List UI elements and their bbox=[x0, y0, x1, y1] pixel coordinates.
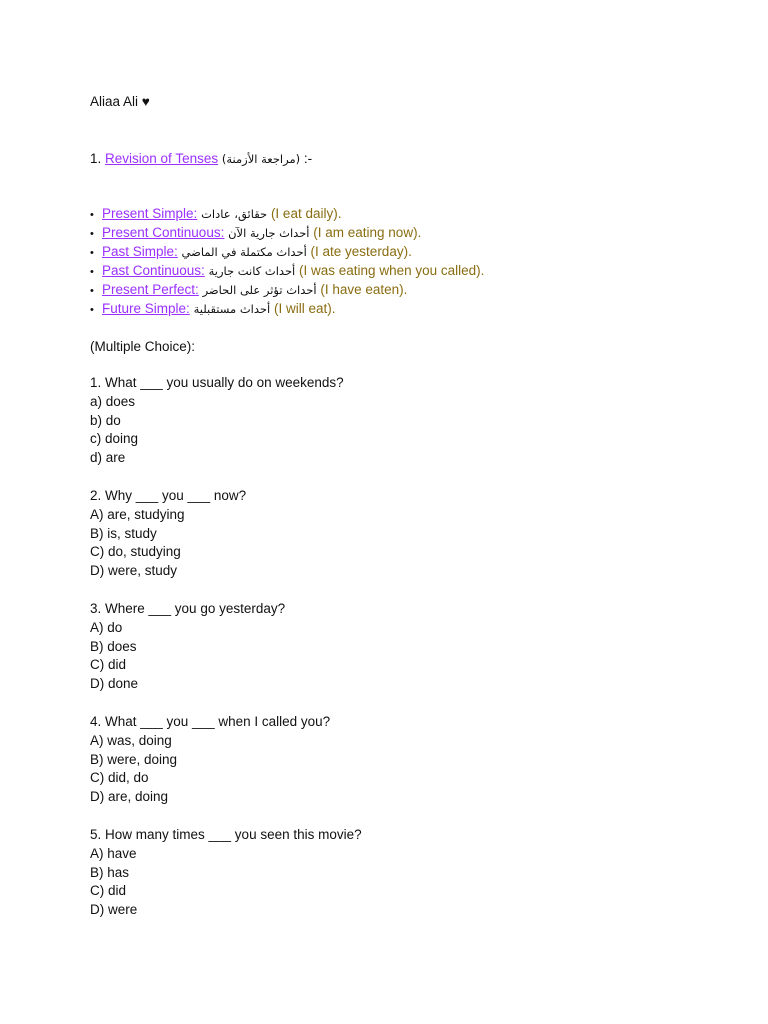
tense-name[interactable]: Present Simple: bbox=[102, 206, 198, 221]
multiple-choice-title: (Multiple Choice): bbox=[90, 339, 196, 354]
answer-option: c) doing bbox=[90, 431, 139, 447]
answer-option: D) done bbox=[90, 676, 139, 692]
tense-example: (I was eating when you called). bbox=[299, 263, 485, 278]
question-text: 5. How many times ___ you seen this movie? bbox=[90, 827, 362, 842]
bullet-icon: • bbox=[90, 304, 94, 316]
tense-arabic: أحداث تؤثر على الحاضر bbox=[202, 283, 317, 297]
answer-option: B) has bbox=[90, 864, 130, 880]
question-block bbox=[90, 374, 344, 468]
question-block bbox=[90, 487, 246, 581]
answer-option: d) are bbox=[90, 450, 126, 466]
question-text: 1. What ___ you usually do on weekends? bbox=[90, 375, 344, 390]
tense-item-present-simple bbox=[90, 206, 341, 223]
answer-option: b) do bbox=[90, 412, 121, 428]
tense-example: (I ate yesterday). bbox=[310, 244, 412, 259]
tense-name[interactable]: Future Simple: bbox=[102, 301, 190, 316]
answer-option: C) do, studying bbox=[90, 544, 181, 560]
answer-option: B) were, doing bbox=[90, 751, 178, 767]
heading-number: 1. bbox=[90, 151, 102, 166]
tense-name[interactable]: Past Simple: bbox=[102, 244, 178, 259]
question-text: 4. What ___ you ___ when I called you? bbox=[90, 714, 331, 729]
tense-item-present-continuous bbox=[90, 225, 421, 242]
answer-option: A) do bbox=[90, 619, 123, 635]
tense-item-future-simple bbox=[90, 301, 335, 318]
answer-option: C) did, do bbox=[90, 770, 149, 786]
tense-example: (I am eating now). bbox=[313, 225, 422, 240]
answer-option: B) does bbox=[90, 638, 137, 654]
answer-option: C) did bbox=[90, 883, 127, 899]
answer-option: A) have bbox=[90, 845, 137, 861]
author-name: Aliaa Ali ♥ bbox=[90, 94, 150, 109]
tense-item-past-simple bbox=[90, 244, 412, 261]
answer-option: A) was, doing bbox=[90, 732, 172, 748]
question-text: 2. Why ___ you ___ now? bbox=[90, 488, 247, 503]
section-heading bbox=[90, 151, 312, 167]
tense-arabic: أحداث كانت جارية bbox=[208, 264, 296, 278]
tense-arabic: أحداث جارية الآن bbox=[228, 226, 310, 240]
tense-arabic: أحداث مكتملة في الماضي bbox=[181, 245, 307, 259]
answer-option: a) does bbox=[90, 393, 136, 409]
answer-option: C) did bbox=[90, 657, 127, 673]
tense-item-past-continuous bbox=[90, 263, 484, 280]
tense-item-present-perfect bbox=[90, 282, 407, 299]
tense-example: (I have eaten). bbox=[320, 282, 408, 297]
question-block bbox=[90, 600, 285, 694]
answer-option: B) is, study bbox=[90, 525, 157, 541]
tense-name[interactable]: Past Continuous: bbox=[102, 263, 205, 278]
tense-arabic: أحداث مستقبلية bbox=[193, 302, 271, 316]
heading-arabic: (مراجعة الأزمنة) bbox=[221, 152, 301, 166]
tense-example: (I eat daily). bbox=[270, 206, 342, 221]
bullet-icon: • bbox=[90, 209, 94, 221]
question-block bbox=[90, 713, 330, 807]
bullet-icon: • bbox=[90, 285, 94, 297]
bullet-icon: • bbox=[90, 228, 94, 240]
tense-name[interactable]: Present Continuous: bbox=[102, 225, 225, 240]
answer-option: A) are, studying bbox=[90, 506, 185, 522]
tense-arabic: حقائق، عادات bbox=[201, 207, 268, 221]
question-block bbox=[90, 826, 362, 920]
tense-name[interactable]: Present Perfect: bbox=[102, 282, 199, 297]
answer-option: D) are, doing bbox=[90, 789, 169, 805]
answer-option: D) were bbox=[90, 902, 138, 918]
tense-example: (I will eat). bbox=[273, 301, 336, 316]
heading-suffix: :- bbox=[303, 151, 313, 166]
answer-option: D) were, study bbox=[90, 563, 178, 579]
bullet-icon: • bbox=[90, 247, 94, 259]
bullet-icon: • bbox=[90, 266, 94, 278]
question-text: 3. Where ___ you go yesterday? bbox=[90, 601, 286, 616]
revision-link[interactable]: Revision of Tenses bbox=[105, 151, 219, 166]
